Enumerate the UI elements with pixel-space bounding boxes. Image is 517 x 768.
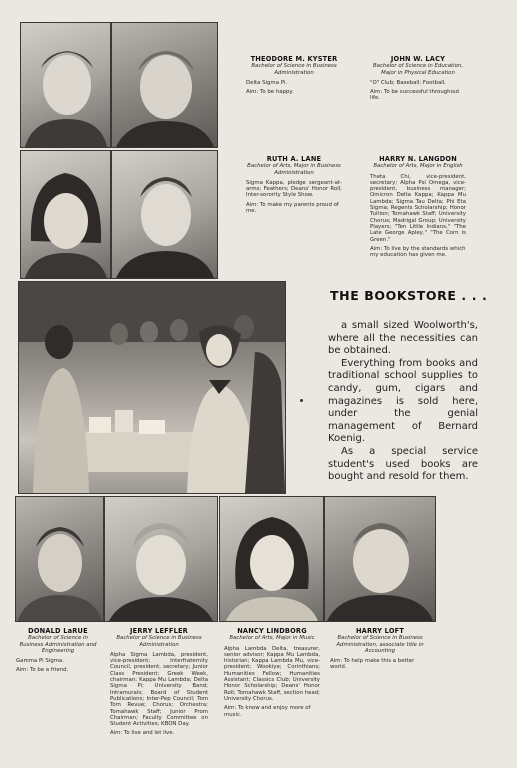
portrait-silhouette <box>105 497 217 621</box>
bio-harry-langdon <box>370 156 466 258</box>
student-degree: Bachelor of Science in Business Administration and Engineering <box>19 635 97 654</box>
portrait-silhouette <box>21 23 110 147</box>
student-activities: "O" Club; Baseball; Football. <box>370 79 446 86</box>
student-name: HARRY LOFT <box>355 627 405 635</box>
portrait-jerry-leffler <box>104 496 218 622</box>
bio-john-lacy <box>370 56 466 102</box>
bio-theodore-kyster <box>246 56 342 95</box>
student-degree: Bachelor of Science in Business Administration <box>251 63 337 76</box>
portrait-silhouette <box>325 497 435 621</box>
article-body <box>328 320 478 484</box>
student-degree: Bachelor of Science in Business Administration, associate title in Accounting <box>336 635 424 654</box>
student-name: JERRY LEFFLER <box>130 627 188 635</box>
bookstore-photo <box>18 281 286 494</box>
student-name: JOHN W. LACY <box>390 55 446 63</box>
portrait-harry-langdon <box>111 150 218 279</box>
student-aim: Aim: To make my parents proud of me. <box>246 201 339 215</box>
student-activities: Alpha Sigma Lambda, president, vice-president; Interfraternity Council, president, secretary; Junior Class President; Greek Week, chairman; Kappa Mu Lambda; Delta Sigma Pi; University Band; Intramurals; Board of Student Publications; Inter-Pep Council; Tom Tom Revue; Chorus; Orchestra; Tomahawk Staff; Junior Prom Chairman; Faculty Committee on Student Activities; KBON Day. <box>110 651 208 728</box>
student-aim: Aim: To be successful throughout life. <box>370 89 460 102</box>
student-degree: Bachelor of Science in Education, Major in Physical Education <box>372 63 464 76</box>
bio-donald-larue <box>16 628 100 674</box>
student-aim: Aim: To live and let live. <box>110 730 175 737</box>
portrait-silhouette <box>21 151 110 278</box>
student-activities: Theta Chi, vice-president, secretary; Alpha Psi Omega, vice-president, business manager; Omicron Delta Kappa; Kappa Mu Lambda; Sigma Tau Delta; Phi Eta Sigma; Regents Scholarship; Honor Tuition; Tomahawk Staff; University Chorus; Madrigal Group; University Players; "Ten Little Indians," "The Late George Apley," "The Corn is Green." <box>370 173 466 243</box>
article-paragraph: As a special service student's used books are bought and resold for them. <box>328 445 478 483</box>
student-activities: Sigma Kappa, pledge sergeant-at-arms; Feathers; Deans' Honor Roll; Inter-sorority Style Show. <box>246 179 342 199</box>
portrait-silhouette <box>112 151 217 278</box>
portrait-john-lacy <box>111 22 218 148</box>
bio-jerry-leffler <box>110 628 208 737</box>
student-activities: Alpha Lambda Delta, treasurer, senior advisor; Kappa Mu Lambda, historian; Kappa Lambda Mu, vice-president; Wookiye; Corinthians; Humanities Fellow; Humanities Assistant; Classics Club; University Honor Scholarship; Deans' Honor Roll; Tomahawk Staff, section head; University Chorus. <box>224 645 320 702</box>
student-degree: Bachelor of Arts, Major in Business Administration <box>247 163 341 176</box>
student-aim: Aim: To be a friend. <box>16 667 69 674</box>
decorative-dot <box>300 399 303 402</box>
student-name: NANCY LINDBORG <box>237 627 307 635</box>
student-degree: Bachelor of Arts, Major in English <box>373 163 463 170</box>
bio-harry-loft <box>330 628 430 671</box>
portrait-theodore-kyster <box>20 22 111 148</box>
bookstore-crowd <box>19 282 285 493</box>
bio-nancy-lindborg <box>224 628 320 718</box>
portrait-ruth-lane <box>20 150 111 279</box>
student-activities: Delta Sigma Pi. <box>246 79 288 86</box>
article-paragraph: Everything from books and traditional school supplies to candy, gum, cigars and magazines is sold here, under the genial management of Bernard Koenig. <box>328 357 478 445</box>
portrait-silhouette <box>16 497 103 621</box>
article-heading: THE BOOKSTORE . . . <box>330 288 488 303</box>
portrait-donald-larue <box>15 496 104 622</box>
portrait-nancy-lindborg <box>219 496 324 622</box>
bio-ruth-lane <box>246 156 342 214</box>
student-aim: Aim: To live by the standards which my education has given me. <box>370 245 466 259</box>
student-aim: Aim: To help make this a better world. <box>330 658 415 671</box>
student-name: DONALD LaRUE <box>28 627 88 635</box>
student-name: RUTH A. LANE <box>266 155 322 163</box>
student-degree: Bachelor of Science in Business Administration <box>116 635 202 648</box>
student-name: THEODORE M. KYSTER <box>250 55 338 63</box>
student-aim: Aim: To know and enjoy more of music. <box>224 705 311 718</box>
student-activities: Gamma Pi Sigma. <box>16 658 64 665</box>
student-name: HARRY N. LANGDON <box>379 155 457 163</box>
portrait-silhouette <box>220 497 323 621</box>
student-degree: Bachelor of Arts, Major in Music <box>229 635 315 642</box>
portrait-silhouette <box>112 23 217 147</box>
student-aim: Aim: To be happy. <box>246 89 294 96</box>
article-paragraph: a small sized Woolworth's, where all the necessities can be obtained. <box>328 320 478 357</box>
portrait-harry-loft <box>324 496 436 622</box>
